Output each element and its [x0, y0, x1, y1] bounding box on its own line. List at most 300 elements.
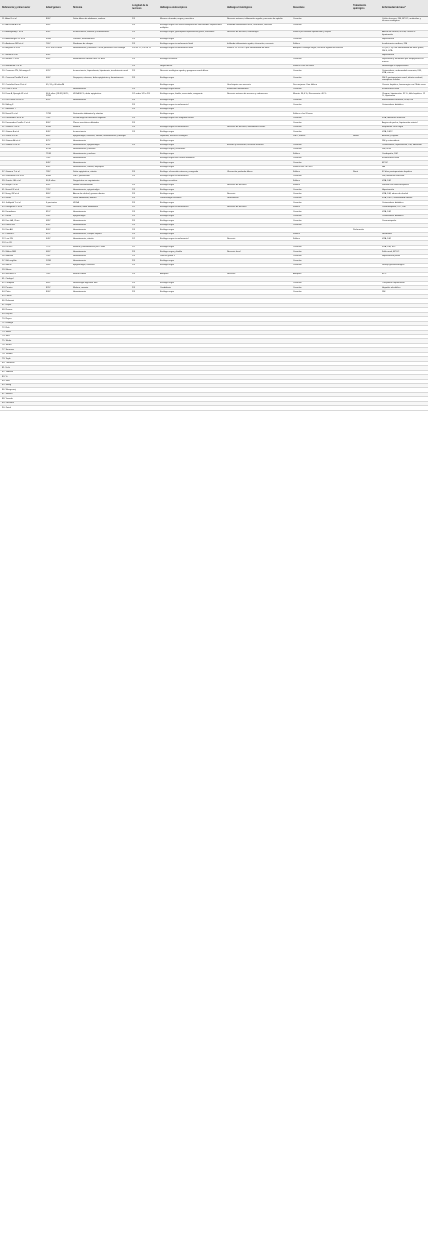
- cell-endoscopic-findings: Esófago necrótico: [158, 179, 225, 183]
- cell-symptom: Hematemesis, epigastralgia: [71, 188, 130, 192]
- cell-necrosis-length: 1/2: [130, 205, 158, 209]
- cell-reference: 12. Abu-Zaid A et al: [0, 23, 44, 30]
- cell-underlying-disease: Cirrosis hepática, hemorragia con CA de seno: [380, 83, 428, 87]
- cell-symptom: Hematemesis: [71, 87, 130, 91]
- cell-age-gender: 76/V: [44, 42, 71, 46]
- cell-age-gender: 54/V: [44, 214, 71, 218]
- cell-underlying-disease: Abuso de alcohol, HVDA, cirrosis e hipotensión: [380, 30, 428, 37]
- cell-age-gender: 78/V: [44, 170, 71, 174]
- cell-histologic-findings: Necrosis de mucosa: [225, 205, 291, 209]
- cell-underlying-disease: Hipertensión: [380, 53, 428, 57]
- cell-reference: 78. Takeda: [0, 352, 44, 356]
- cell-outcome: Curación: [291, 156, 351, 160]
- cell-underlying-disease: HTA, DM: [380, 237, 428, 241]
- cell-age-gender: 80/V: [44, 17, 71, 24]
- cell-underlying-disease: EPOC: [380, 161, 428, 165]
- cell-underlying-disease: 24 (32,2 %) con enfermedad de base grave, DM 4, HTA: [380, 46, 428, 53]
- table-row: [0, 406, 428, 410]
- cell-necrosis-length: 1/3: [130, 263, 158, 267]
- cell-symptom: Síndrome de choque: [71, 42, 130, 46]
- column-header-underlying-disease: Enfermedad de base*: [380, 0, 428, 17]
- cell-symptom: Hematemesis: [71, 210, 130, 214]
- cell-underlying-disease: Hipertensión portal: [380, 254, 428, 258]
- cell-outcome: Curación: [291, 286, 351, 290]
- cell-endoscopic-findings: Esófago negro: [158, 214, 225, 218]
- cell-reference: 75. Shafa: [0, 339, 44, 343]
- cell-reference: 89. Zacharia: [0, 401, 44, 405]
- cell-histologic-findings: Necrosis focal: [225, 250, 291, 254]
- cell-symptom: Hematemesis, choque séptico: [71, 232, 130, 236]
- cell-age-gender: 46/V: [44, 23, 71, 30]
- cell-age-gender: 78/V: [44, 272, 71, 276]
- cell-necrosis-length: 1/3: [130, 37, 158, 41]
- cell-underlying-disease: Hemorragia e hipoperfusión: [380, 64, 428, 68]
- cell-reference: 60. Nicholas S: [0, 272, 44, 276]
- cell-endoscopic-findings: Esófago negro: [158, 219, 225, 223]
- cell-symptom: Abuso de alcohol, gramos diarios: [71, 192, 130, 196]
- cell-underlying-disease: Hipertensión: [380, 37, 428, 41]
- cell-reference: 86. Wongsaroj: [0, 388, 44, 392]
- cell-surgical-treatment: [351, 30, 380, 37]
- cell-symptom: Hematemesis: [71, 254, 130, 258]
- cell-age-gender: 87/V: [44, 139, 71, 143]
- cell-reference: 54. Lin WC: [0, 245, 44, 249]
- cell-symptom: HVDA luego de anestesia regional: [71, 116, 130, 120]
- cell-reference: 57. McLaughlin: [0, 259, 44, 263]
- cell-outcome: Curación: [291, 263, 351, 267]
- cell-symptom: Hematemesis: [71, 98, 130, 102]
- cell-outcome: Curación: [291, 174, 351, 178]
- cell-underlying-disease: Cetoacidosis, hipertensión, DM, fibrilación: [380, 143, 428, 147]
- cell-outcome: Fallece: [291, 232, 351, 236]
- column-header-symptom: Síntoma: [71, 0, 130, 17]
- cell-reference: 31. Gitanes J et al: [0, 125, 44, 129]
- cell-reference: 17. Bahal B et al: [0, 53, 44, 57]
- cell-reference: 30. Fernandes-Carrillo C et al: [0, 121, 44, 125]
- cell-symptom: Dolor epigástrico, vómito: [71, 170, 130, 174]
- cell-histologic-findings: Erosión y ulceración, necrosis extensa: [225, 143, 291, 147]
- cell-outcome: Curación: [291, 250, 351, 254]
- column-header-surgical-treatment: Tratamiento quirúrgico: [351, 0, 380, 17]
- cell-reference: 49. Kinkel KB: [0, 223, 44, 227]
- cell-necrosis-length: 1/2: [130, 245, 158, 249]
- cell-necrosis-length: 2/3: [130, 192, 158, 196]
- cell-reference: 85. Wang: [0, 383, 44, 387]
- cell-symptom: Dolor abdominal, diarrea: [71, 196, 130, 200]
- cell-outcome: Fallece por anemia hipotensión y sepsis: [291, 30, 351, 37]
- cell-age-gender: 85/M: [44, 125, 71, 129]
- cell-endoscopic-findings: Esófago negro: [158, 152, 225, 156]
- cell-histologic-findings: [225, 69, 291, 76]
- cell-necrosis-length: [130, 406, 158, 410]
- cell-endoscopic-findings: Esófago negro: [158, 245, 225, 249]
- cell-symptom: Melena, anemia: [71, 286, 130, 290]
- cell-outcome: Curación: [291, 125, 351, 129]
- cell-endoscopic-findings: Esófago negro: [158, 130, 225, 134]
- cell-endoscopic-findings: Pamesófago necrótico: [158, 196, 225, 200]
- cell-outcome: Curación: [291, 245, 351, 249]
- cell-reference: 41. Hornell K et al: [0, 188, 44, 192]
- cell-outcome: Fallece: [291, 179, 351, 183]
- cell-symptom: Melena: [71, 125, 130, 129]
- cell-reference: 26. Edling F: [0, 103, 44, 107]
- cell-endoscopic-findings: Mucosa ulcerada, negra y necrótica: [158, 17, 225, 24]
- cell-necrosis-length: 2/3: [130, 214, 158, 218]
- cell-necrosis-length: 2/3: [130, 143, 158, 147]
- cell-symptom: Hematemesis: [71, 156, 130, 160]
- cell-endoscopic-findings: Esófago negro: [158, 232, 225, 236]
- cell-endoscopic-findings: Esófago negro: [158, 228, 225, 232]
- cell-endoscopic-findings: Esófago negro circunferencial: [158, 103, 225, 107]
- case-reports-table: [0, 0, 428, 411]
- cell-age-gender: 82/V: [44, 98, 71, 102]
- cell-age-gender: 80/V: [44, 290, 71, 294]
- cell-endoscopic-findings: Esófago negro circunferencial: [158, 205, 225, 209]
- table-body: [0, 17, 428, 411]
- cell-outcome: Curación: [291, 87, 351, 91]
- cell-outcome: Curación: [291, 98, 351, 102]
- column-header-necrosis-length: Longitud de la necrosis: [130, 0, 158, 17]
- cell-reference: 53. Lin CK: [0, 241, 44, 245]
- cell-histologic-findings: Una biopsia con necrosis: [225, 83, 291, 87]
- cell-underlying-disease: Hipertensión: [380, 188, 428, 192]
- cell-outcome: Curación: [291, 281, 351, 285]
- cell-outcome: Curación: [291, 143, 351, 147]
- cell-reference: 50. Kim AH: [0, 228, 44, 232]
- cell-necrosis-length: 2/3: [130, 286, 158, 290]
- cell-endoscopic-findings: Esófago negro: [158, 139, 225, 143]
- cell-endoscopic-findings: Esófago negro: [158, 143, 225, 147]
- cell-symptom: Hematemesis: [71, 250, 130, 254]
- cell-endoscopic-findings: Varices grado 3: [158, 254, 225, 258]
- cell-reference: 22. Castaño-Llano R et al: [0, 83, 44, 87]
- cell-symptom: Hematemesis, epigastralgia: [71, 143, 130, 147]
- cell-age-gender: 77/M: [44, 112, 71, 116]
- cell-outcome: Curación: [291, 76, 351, 83]
- cell-reference: 40. Haiyo P et al: [0, 183, 44, 187]
- cell-necrosis-length: 1/3: [130, 125, 158, 129]
- table-row: [0, 46, 428, 53]
- cell-symptom: Hematemesis y melenas. Cinco pacientes con esófago: [71, 46, 130, 53]
- cell-histologic-findings: Necrosis: [225, 272, 291, 276]
- cell-endoscopic-findings: Esófago negro: [158, 98, 225, 102]
- cell-endoscopic-findings: Esófago negro: [158, 259, 225, 263]
- cell-necrosis-length: 2/3: [130, 170, 158, 174]
- cell-reference: 87. Worrell: [0, 392, 44, 396]
- cell-symptom: Inconsciencia: [71, 130, 130, 134]
- cell-age-gender: 4 pacientes: [44, 201, 71, 205]
- cell-endoscopic-findings: Esófago negro circunferencial: [158, 125, 225, 129]
- cell-age-gender: 56/V: [44, 263, 71, 267]
- cell-reference: 42. Hong JW et al: [0, 192, 44, 196]
- cell-underlying-disease: DM 2 postoperatorio renal, infarto cerebral, reemplazo valvular: [380, 76, 428, 83]
- cell-endoscopic-findings: Esófago negro circunferencial total: [158, 42, 225, 46]
- cell-endoscopic-findings: Isquemia, necrosis esofágica: [158, 134, 225, 138]
- cell-reference: 71. Rodrigo: [0, 321, 44, 325]
- cell-reference: 46. Karadimos: [0, 210, 44, 214]
- column-header-age-gender: Edad/ género: [44, 0, 71, 17]
- column-header-reference: Referencia y primer autor: [0, 0, 44, 17]
- cell-endoscopic-findings: Esófago negro difuso: [158, 87, 225, 91]
- cell-underlying-disease: 62 días postoperatorio hepático: [380, 170, 428, 174]
- cell-underlying-disease: ECV: [380, 272, 428, 276]
- cell-endoscopic-findings: Autopsia: [158, 272, 225, 276]
- cell-necrosis-length: 2/3: [130, 30, 158, 37]
- cell-underlying-disease: Cetoacidosis diabética: [380, 201, 428, 205]
- cell-histologic-findings: [225, 57, 291, 64]
- cell-outcome: Curación: [291, 219, 351, 223]
- cell-reference: 70. Reyes: [0, 317, 44, 321]
- cell-endoscopic-findings: Esófago negro circunferencial total: [158, 46, 225, 53]
- cell-necrosis-length: 2/3: [130, 259, 158, 263]
- cell-surgical-treatment: [351, 17, 380, 24]
- cell-underlying-disease: Cetoacidosis, enfermedad coronaria, DM, HTA, cáncer: [380, 69, 428, 76]
- cell-surgical-treatment: [351, 57, 380, 64]
- cell-endoscopic-findings: Esófago negro más úlcera duodenal: [158, 156, 225, 160]
- cell-reference: 19. Bloemhoff L et al: [0, 64, 44, 68]
- cell-age-gender: 70/V: [44, 156, 71, 160]
- cell-endoscopic-findings: Esófago negro: [158, 76, 225, 83]
- cell-reference: 90. Zwick: [0, 406, 44, 410]
- cell-symptom: Hematemesis: [71, 290, 130, 294]
- cell-outcome: Fallece a las 8 horas: [291, 112, 351, 116]
- cell-endoscopic-findings: Esófago negro: [158, 188, 225, 192]
- cell-symptom: HVDA 80 %, dolor epigástrico: [71, 92, 130, 99]
- cell-surgical-treatment: [351, 46, 380, 53]
- cell-necrosis-length: 2/3: [130, 232, 158, 236]
- cell-outcome: Curación: [291, 130, 351, 134]
- cell-outcome: [291, 406, 351, 410]
- cell-underlying-disease: Alcohol y coyado: [380, 134, 428, 138]
- cell-underlying-disease: Ibuprofeno 1600 mg/d: [380, 125, 428, 129]
- cell-reference: 74. Sarr: [0, 334, 44, 338]
- cell-necrosis-length: 1/2: [130, 237, 158, 241]
- cell-reference: 24. Dam A, Sprogle W et al: [0, 92, 44, 99]
- cell-age-gender: 89/M: [44, 174, 71, 178]
- cell-outcome: Curación: [291, 223, 351, 227]
- cell-surgical-treatment: [351, 69, 380, 76]
- cell-endoscopic-findings: Esófago negro y friable: [158, 250, 225, 254]
- cell-age-gender: 70/V: [44, 196, 71, 200]
- cell-outcome: Fallece tras 28 PMO: [291, 165, 351, 169]
- cell-reference: 33. Grant S et al: [0, 134, 44, 138]
- cell-reference: 69. Rejchrt: [0, 312, 44, 316]
- cell-endoscopic-findings: Esófago negro: [158, 192, 225, 196]
- cell-underlying-disease: Cetoacidosis diabética: [380, 103, 428, 107]
- table-row: [0, 92, 428, 99]
- cell-underlying-disease: Cetoacidosis diabética: [380, 214, 428, 218]
- cell-age-gender: 64/V: [44, 161, 71, 165]
- cell-underlying-disease: Insuficiencia renal: [380, 156, 428, 160]
- cell-outcome: Dos mejoran. Una fallece: [291, 83, 351, 87]
- cell-outcome: Curación: [291, 196, 351, 200]
- cell-underlying-disease: Angina de pecho, hipotensión arterial: [380, 121, 428, 125]
- cell-reference: 65. Pintus: [0, 294, 44, 298]
- cell-histologic-findings: Necrosis: [225, 192, 291, 196]
- cell-reference: 64. Pinto: [0, 290, 44, 294]
- cell-reference: 84. Wali: [0, 379, 44, 383]
- cell-symptom: Hematemesis: [71, 139, 130, 143]
- cell-endoscopic-findings: Esófago negro: [158, 161, 225, 165]
- cell-underlying-disease: HTA, DM 2: [380, 130, 428, 134]
- cell-histologic-findings: Necrosis de mucosa, hemorragia: [225, 30, 291, 37]
- cell-histologic-findings: Necrosis extensa de mucosa y submucosa: [225, 92, 291, 99]
- cell-endoscopic-findings: [158, 406, 225, 410]
- cell-histologic-findings: Infiltrado inflamatorio agudo, ulceración, necrosis: [225, 42, 291, 46]
- cell-symptom: Vómitos, hematemesis: [71, 37, 130, 41]
- cell-age-gender: 80/V: [44, 228, 71, 232]
- cell-underlying-disease: Cardiopatía, DM: [380, 152, 428, 156]
- cell-age-gender: 66,4 años (19-91) 80/V; 32/M: [44, 92, 71, 99]
- cell-underlying-disease: Reflujo gastroesofágico: [380, 263, 428, 267]
- cell-outcome: Fallece: [291, 183, 351, 187]
- cell-underlying-disease: HTA, DM: [380, 210, 428, 214]
- cell-underlying-disease: DM, fibrilación auricular: [380, 174, 428, 178]
- cell-reference: 34. Gómez-Ali et al: [0, 139, 44, 143]
- cell-necrosis-length: 1/3: [130, 272, 158, 276]
- cell-endoscopic-findings: Esófago negro: [158, 210, 225, 214]
- cell-surgical-treatment: [351, 406, 380, 410]
- cell-underlying-disease: HTA, DM: [380, 179, 428, 183]
- cell-endoscopic-findings: Esófago: ulceración extensa y sangrado: [158, 170, 225, 174]
- cell-necrosis-length: 2/3: [130, 196, 158, 200]
- cell-necrosis-length: 2/3: [130, 57, 158, 64]
- cell-reference: 82. Vadeshi: [0, 370, 44, 374]
- cell-age-gender: 40/V: [44, 53, 71, 57]
- cell-endoscopic-findings: Esófago negro circunferencial: [158, 174, 225, 178]
- cell-outcome: Curación: [291, 290, 351, 294]
- cell-reference: 13. Akinogaddy T et al: [0, 30, 44, 37]
- cell-endoscopic-findings: Candidiasis: [158, 286, 225, 290]
- cell-age-gender: 66/V: [44, 134, 71, 138]
- cell-reference: 55. Maher MM: [0, 250, 44, 254]
- cell-symptom: Náuseas, dolor abdominal: [71, 205, 130, 209]
- cell-symptom: Diagnóstico en seguimiento: [71, 179, 130, 183]
- cell-reference: 51. Lakhoff J: [0, 232, 44, 236]
- cell-histologic-findings: Infiltración inflamatoria: [225, 87, 291, 91]
- cell-age-gender: 60/M: [44, 37, 71, 41]
- cell-underlying-disease: Septicemia y neumonía por Staphylococcus aureus: [380, 57, 428, 64]
- cell-underlying-disease: Coronariopatía, ICC, DM: [380, 205, 428, 209]
- cell-outcome: Fallece: [291, 170, 351, 174]
- cell-age-gender: 84/V: [44, 30, 71, 37]
- cell-necrosis-length: 1/3: [130, 223, 158, 227]
- cell-surgical-treatment: Homo: [351, 134, 380, 138]
- cell-underlying-disease: HTA, DM, IRC: [380, 245, 428, 249]
- cell-underlying-disease: Insuficiencia renal: [380, 87, 428, 91]
- cell-outcome: Fallece: [291, 42, 351, 46]
- cell-necrosis-length: 2/3: [130, 87, 158, 91]
- cell-necrosis-length: 2/3: [130, 281, 158, 285]
- column-header-outcome: Desenlace: [291, 0, 351, 17]
- cell-age-gender: 60/V: [44, 76, 71, 83]
- cell-symptom: Epigastralgia, náuseas: [71, 263, 130, 267]
- cell-underlying-disease: Neumonía: [380, 232, 428, 236]
- cell-symptom: Hábito incrementado: [71, 183, 130, 187]
- cell-symptom: Epigastralgia: [71, 214, 130, 218]
- cell-outcome: Curación: [291, 254, 351, 258]
- cell-reference: 88. Yasuda: [0, 397, 44, 401]
- cell-symptom: Dolor difuso de abdomen, melena: [71, 17, 130, 24]
- cell-surgical-treatment: [351, 23, 380, 30]
- cell-age-gender: 52/M: [44, 259, 71, 263]
- cell-outcome: PMO, fallece: [291, 134, 351, 138]
- cell-reference: 32. Gómez A et al: [0, 130, 44, 134]
- cell-endoscopic-findings: Esófago negro: [158, 165, 225, 169]
- cell-reference: 68. Ramos: [0, 308, 44, 312]
- cell-reference: 43. Iacob: [0, 196, 44, 200]
- cell-necrosis-length: 2/3: [130, 219, 158, 223]
- cell-underlying-disease: DM y cetoacidosis: [380, 139, 428, 143]
- cell-reference: 63. Pereira: [0, 286, 44, 290]
- cell-outcome: Curación: [291, 103, 351, 107]
- cell-reference: 23. Choi G et al: [0, 87, 44, 91]
- cell-symptom: Dispepsia, náuseas, dolor epigástrico y hematemesis: [71, 76, 130, 83]
- cell-histologic-findings: Ulceración profunda difusa: [225, 170, 291, 174]
- cell-reference: 80. Thomson: [0, 361, 44, 365]
- cell-underlying-disease: DM, HTA: [380, 147, 428, 151]
- cell-reference: 81. Uchi: [0, 366, 44, 370]
- cell-endoscopic-findings: Esófago negro circunferencial: [158, 237, 225, 241]
- cell-age-gender: 76/M: [44, 205, 71, 209]
- cell-age-gender: 81/V: [44, 210, 71, 214]
- cell-reference: 76. Shuck: [0, 343, 44, 347]
- cell-endoscopic-findings: Esófago necrótico: [158, 57, 225, 64]
- cell-age-gender: 82/V: [44, 286, 71, 290]
- cell-age-gender: 71/M: [44, 152, 71, 156]
- cell-endoscopic-findings: Esófago negro con sangrado activo: [158, 116, 225, 120]
- table-row: [0, 17, 428, 24]
- cell-age-gender: 44/V: [44, 223, 71, 227]
- cell-reference: 52. Lee DN: [0, 237, 44, 241]
- cell-reference: 11. Abed J et al: [0, 17, 44, 24]
- cell-age-gender: 60/V: [44, 57, 71, 64]
- cell-necrosis-length: 2/3: [130, 107, 158, 111]
- cell-reference: 27. Edwards T: [0, 107, 44, 111]
- cell-reference: 44. Jalalpotti Y et al: [0, 201, 44, 205]
- cell-necrosis-length: 2/3: [130, 183, 158, 187]
- cell-symptom: Melena y hematemesis por 2 días: [71, 245, 130, 249]
- cell-necrosis-length: 2/3: [130, 250, 158, 254]
- cell-reference: 39. Gurvits GE et al: [0, 179, 44, 183]
- cell-necrosis-length: 2/3: [130, 201, 158, 205]
- table-row: [0, 30, 428, 37]
- cell-age-gender: 62/V: [44, 69, 71, 76]
- cell-age-gender: 77/V: [44, 245, 71, 249]
- cell-reference: 35. Gómez Li et al: [0, 143, 44, 147]
- cell-outcome: Curación: [291, 69, 351, 76]
- cell-underlying-disease: HTA, DM, abuso de alcohol: [380, 192, 428, 196]
- cell-underlying-disease: Coronariopatía: [380, 219, 428, 223]
- cell-outcome: Curación: [291, 214, 351, 218]
- cell-surgical-treatment: [351, 76, 380, 83]
- cell-reference: 18. Barnes T et al: [0, 57, 44, 64]
- cell-reference: 59. Mesar: [0, 268, 44, 272]
- cell-symptom: [71, 23, 130, 30]
- cell-age-gender: 48/V: [44, 219, 71, 223]
- cell-outcome: Curación: [291, 161, 351, 165]
- cell-symptom: Hematemesis: [71, 161, 130, 165]
- cell-surgical-treatment: Perforación: [351, 228, 380, 232]
- cell-age-gender: 80/V: [44, 121, 71, 125]
- cell-outcome: Fallece: [291, 152, 351, 156]
- cell-symptom: Hematemesis y melena: [71, 147, 130, 151]
- cell-endoscopic-findings: Esófago negro, friable, ensuciado, sangrante: [158, 92, 225, 99]
- cell-endoscopic-findings: Esófago negro: [158, 281, 225, 285]
- cell-surgical-treatment: [351, 92, 380, 99]
- cell-reference: 14. Alkenberger GL et al: [0, 37, 44, 41]
- cell-reference: 83. Vi: [0, 375, 44, 379]
